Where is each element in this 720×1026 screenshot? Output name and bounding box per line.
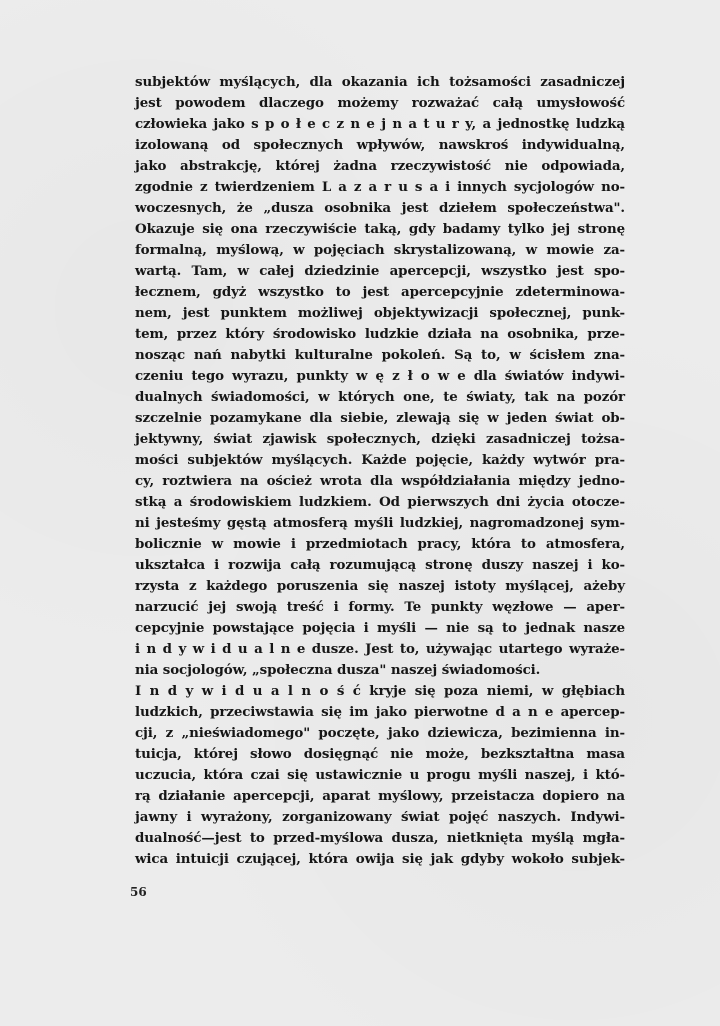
text-line-10: wartą. Tam, w całej dziedzinie apercepcji, wszystko jest spo- [135,263,625,279]
text-line-22: ni jesteśmy gęstą atmosferą myśli ludzkiej, nagromadzonej sym- [135,515,625,531]
text-line-29: nia socjologów, „społeczna dusza" naszej świadomości. [135,662,541,678]
text-line-9: formalną, myślową, w pojęciach skrystalizowaną, w mowie za- [135,242,625,258]
text-line-33: tuicja, której słowo dosięgnąć nie może, bezkształtna masa [135,746,625,762]
text-line-18: jektywny, świat zjawisk społecznych, dzięki zasadniczej tożsa- [135,431,625,447]
text-line-31: ludzkich, przeciwstawia się im jako pierwotne d a n e apercep- [135,704,625,720]
text-line-21: stką a środowiskiem ludzkiem. Od pierwszych dni życia otocze- [135,494,625,510]
text-line-14: nosząc nań nabytki kulturalne pokoleń. Są to, w ścisłem zna- [135,347,625,363]
text-line-24: ukształca i rozwija całą rozumującą stronę duszy naszej i ko- [135,557,625,573]
text-line-3: człowieka jako s p o ł e c z n e j n a t u r y, a jednostkę ludzką [135,116,625,132]
text-line-26: narzucić jej swoją treść i formy. Te punkty węzłowe — aper- [135,599,625,615]
text-line-36: jawny i wyrażony, zorganizowany świat pojęć naszych. Indywi- [135,809,625,825]
text-line-11: łecznem, gdyż wszystko to jest apercepcyjnie zdeterminowa- [135,284,625,300]
text-line-37: dualność—jest to przed-myślowa dusza, nietknięta myślą mgła- [135,830,625,846]
text-line-20: cy, roztwiera na oścież wrota dla współdziałania między jedno- [135,473,625,489]
text-line-16: dualnych świadomości, w których one, te światy, tak na pozór [135,389,625,405]
text-line-38: wica intuicji czującej, która owija się jak gdyby wokoło subjek- [135,851,625,867]
text-line-8: Okazuje się ona rzeczywiście taką, gdy badamy tylko jej stronę [135,221,625,237]
text-line-2: jest powodem dlaczego możemy rozważać całą umysłowość [135,95,625,111]
text-line-15: czeniu tego wyrazu, punkty w ę z ł o w e dla światów indywi- [135,368,625,384]
text-line-25: rzysta z każdego poruszenia się naszej istoty myślącej, ażeby [135,578,625,594]
text-line-32: cji, z „nieświadomego" poczęte, jako dziewicza, bezimienna in- [135,725,625,741]
text-line-6: zgodnie z twierdzeniem L a z a r u s a i innych sycjologów no- [135,179,625,195]
text-line-12: nem, jest punktem możliwej objektywizacji społecznej, punk- [135,305,625,321]
text-line-30: I n d y w i d u a l n o ś ć kryje się poza niemi, w głębiach [135,683,625,699]
text-line-19: mości subjektów myślących. Każde pojęcie, każdy wytwór pra- [135,452,625,468]
text-line-4: izolowaną od społecznych wpływów, nawskroś indywidualną, [135,137,625,153]
text-line-35: rą działanie apercepcji, aparat myślowy, przeistacza dopiero na [135,788,625,804]
text-line-27: cepcyjnie powstające pojęcia i myśli — nie są to jednak nasze [135,620,625,636]
text-line-7: woczesnych, że „dusza osobnika jest dziełem społeczeństwa". [135,200,625,216]
text-line-5: jako abstrakcję, której żadna rzeczywistość nie odpowiada, [135,158,625,174]
text-line-28: i n d y w i d u a l n e dusze. Jest to, używając utartego wyraże- [135,641,625,657]
text-line-1: subjektów myślących, dla okazania ich tożsamości zasadniczej [135,74,625,90]
text-line-17: szczelnie pozamykane dla siebie, zlewają się w jeden świat ob- [135,410,625,426]
page-number: 56 [130,885,147,899]
body-text [135,72,625,870]
text-line-13: tem, przez który środowisko ludzkie działa na osobnika, prze- [135,326,625,342]
text-line-23: bolicznie w mowie i przedmiotach pracy, która to atmosfera, [135,536,625,552]
text-line-34: uczucia, która czai się ustawicznie u progu myśli naszej, i któ- [135,767,625,783]
